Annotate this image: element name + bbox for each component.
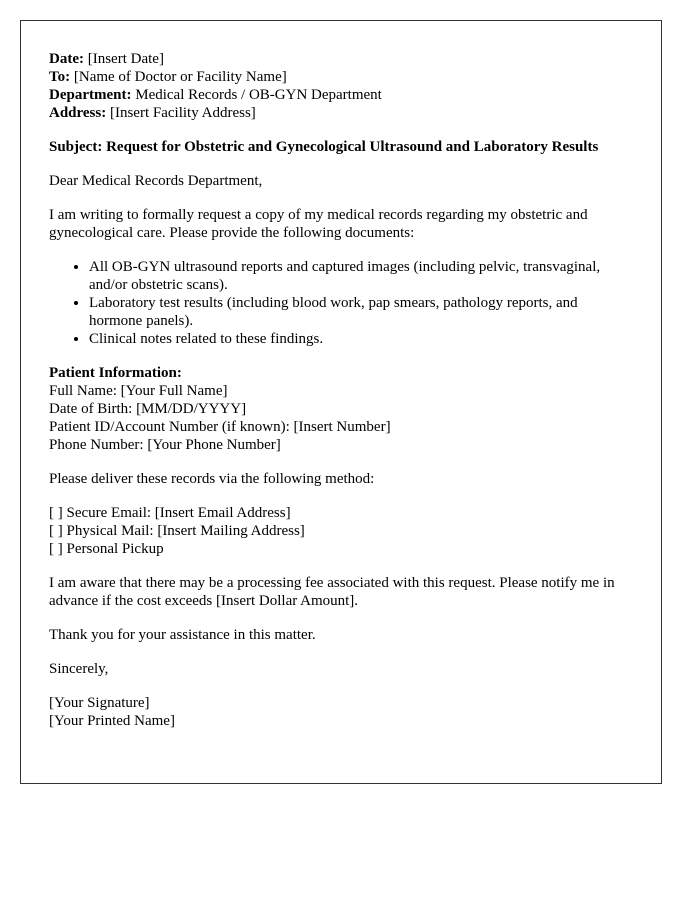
patient-info [49, 364, 631, 454]
date-label: Date: [49, 51, 84, 67]
address-value: [Insert Facility Address] [109, 105, 256, 121]
department-label: Department: [49, 87, 132, 103]
patient-dob: Date of Birth: [MM/DD/YYYY] [49, 401, 247, 417]
intro-paragraph: I am writing to formally request a copy of my medical records regarding my obstetric and gynecological care. Please provide the following documents: [49, 207, 588, 241]
letter-header [49, 50, 631, 122]
list-item: • Clinical notes related to these findings. [89, 330, 631, 348]
to-value: [Name of Doctor or Facility Name] [73, 69, 287, 85]
signature-block [49, 694, 631, 730]
delivery-option-pickup: [ ] Personal Pickup [49, 541, 164, 557]
delivery-intro: Please deliver these records via the following method: [49, 471, 375, 487]
subject-line: Subject: Request for Obstetric and Gynecological Ultrasound and Laboratory Results [49, 139, 599, 155]
patient-full-name: Full Name: [Your Full Name] [49, 383, 228, 399]
documents-list [49, 258, 631, 348]
printed-name: [Your Printed Name] [49, 713, 175, 729]
delivery-option-email: [ ] Secure Email: [Insert Email Address] [49, 505, 291, 521]
salutation: Dear Medical Records Department, [49, 173, 263, 189]
thanks-line: Thank you for your assistance in this matter. [49, 627, 316, 643]
to-label: To: [49, 69, 71, 85]
delivery-options [49, 504, 631, 558]
date-value: [Insert Date] [87, 51, 164, 67]
list-item: • Laboratory test results (including blood work, pap smears, pathology reports, and hormone panels). [89, 294, 631, 330]
signature: [Your Signature] [49, 695, 150, 711]
closing: Sincerely, [49, 661, 109, 677]
patient-info-heading: Patient Information: [49, 365, 182, 381]
address-label: Address: [49, 105, 107, 121]
list-item: • All OB-GYN ultrasound reports and captured images (including pelvic, transvaginal, and/or obstetric scans). [89, 258, 631, 294]
letter-document [20, 20, 662, 784]
patient-id: Patient ID/Account Number (if known): [Insert Number] [49, 419, 391, 435]
delivery-option-mail: [ ] Physical Mail: [Insert Mailing Address] [49, 523, 305, 539]
patient-phone: Phone Number: [Your Phone Number] [49, 437, 281, 453]
fee-notice: I am aware that there may be a processing fee associated with this request. Please notify me in advance if the cost exceeds [Insert Dollar Amount]. [49, 575, 615, 609]
department-value: Medical Records / OB-GYN Department [135, 87, 382, 103]
